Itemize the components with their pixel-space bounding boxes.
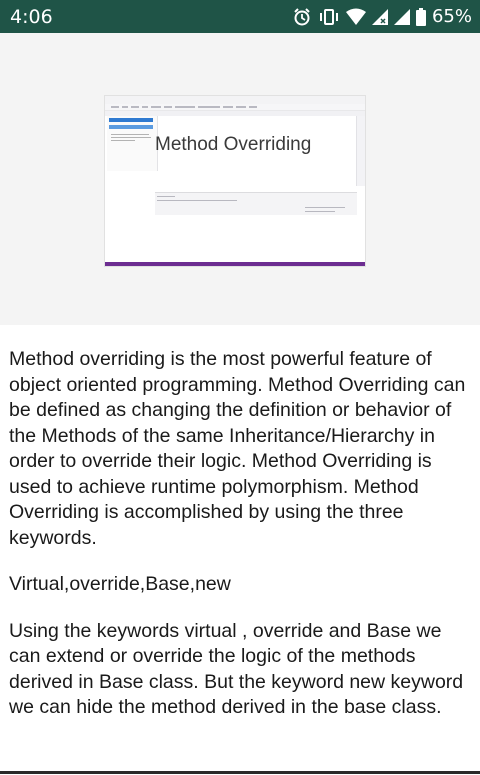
article-body xyxy=(0,325,480,721)
image-statusbar xyxy=(105,262,365,266)
battery-percentage: 65% xyxy=(431,6,472,27)
article-keywords: Virtual,override,Base,new xyxy=(9,573,231,595)
article-paragraph: Using the keywords virtual , override and Base we can extend or override the logic of the methods derived in Base class. But the keyword new keyword we can hide the method derived in the base class. xyxy=(9,619,464,718)
battery-icon xyxy=(416,8,426,26)
signal-no-data-icon xyxy=(394,8,410,26)
alarm-icon xyxy=(292,7,312,27)
vibrate-icon xyxy=(318,7,340,27)
image-output-panel xyxy=(155,192,357,215)
image-titlebar xyxy=(105,96,365,104)
image-title: Method Overriding xyxy=(155,134,312,155)
signal-icon xyxy=(372,8,388,26)
status-icons xyxy=(292,6,472,27)
image-right-rail xyxy=(356,116,365,186)
image-menubar xyxy=(105,104,365,111)
hero-image-area xyxy=(0,33,480,325)
status-bar xyxy=(0,0,480,33)
article-image xyxy=(104,95,366,267)
image-sidebar xyxy=(107,116,158,171)
bottom-divider xyxy=(0,771,480,774)
article-paragraph: Method overriding is the most powerful feature of object oriented programming. Method Overriding can be defined as changing the definition or behavior of the Methods of the same Inheritance/Hierarchy in order to override their logic. Method Overriding is used to achieve runtime polymorphism. Method Overriding is accomplished by using the three keywords. xyxy=(9,348,466,549)
status-time: 4:06 xyxy=(10,5,53,28)
wifi-icon xyxy=(346,8,366,26)
